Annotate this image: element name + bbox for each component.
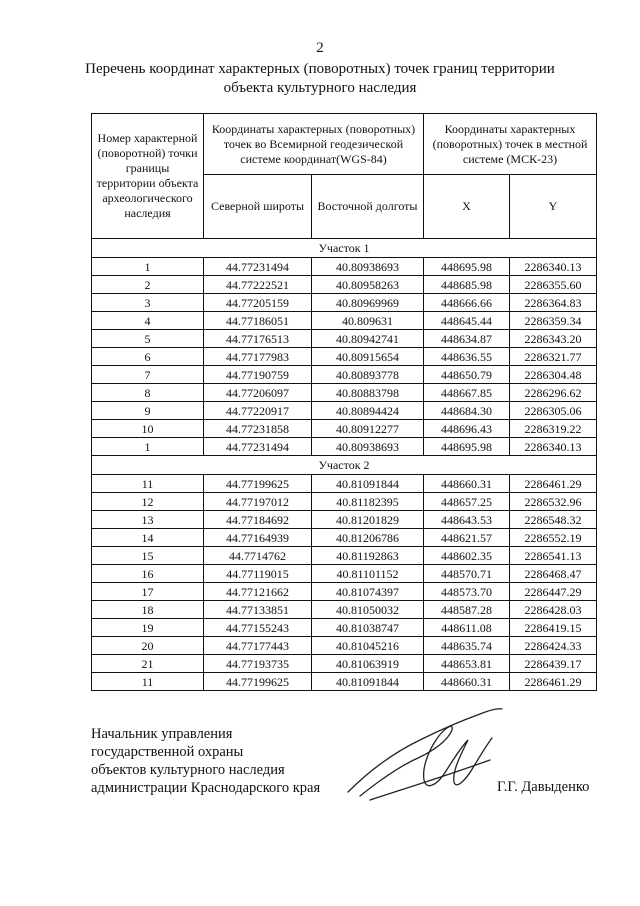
- table-row: [92, 366, 597, 384]
- y-cell: 2286428.03: [510, 601, 597, 619]
- section-row: [92, 239, 597, 258]
- table-row: [92, 655, 597, 673]
- x-cell: 448602.35: [424, 547, 510, 565]
- latitude-cell: 44.77205159: [204, 294, 312, 312]
- table-row: [92, 402, 597, 420]
- x-cell: 448634.87: [424, 330, 510, 348]
- table-row: [92, 348, 597, 366]
- table-row: [92, 565, 597, 583]
- y-cell: 2286340.13: [510, 438, 597, 456]
- longitude-cell: 40.81201829: [312, 511, 424, 529]
- x-cell: 448696.43: [424, 420, 510, 438]
- latitude-cell: 44.77197012: [204, 493, 312, 511]
- longitude-cell: 40.80912277: [312, 420, 424, 438]
- x-cell: 448587.28: [424, 601, 510, 619]
- x-cell: 448653.81: [424, 655, 510, 673]
- latitude-cell: 44.77121662: [204, 583, 312, 601]
- point-number-cell: 6: [92, 348, 204, 366]
- latitude-cell: 44.77155243: [204, 619, 312, 637]
- y-cell: 2286343.20: [510, 330, 597, 348]
- point-number-cell: 16: [92, 565, 204, 583]
- table-row: [92, 475, 597, 493]
- point-number-cell: 12: [92, 493, 204, 511]
- longitude-cell: 40.80894424: [312, 402, 424, 420]
- section-row: [92, 456, 597, 475]
- table-row: [92, 493, 597, 511]
- latitude-cell: 44.77220917: [204, 402, 312, 420]
- point-number-cell: 11: [92, 475, 204, 493]
- point-number-cell: 2: [92, 276, 204, 294]
- header-y: Y: [510, 175, 597, 239]
- x-cell: 448695.98: [424, 258, 510, 276]
- table-row: [92, 294, 597, 312]
- table-row: [92, 529, 597, 547]
- longitude-cell: 40.81101152: [312, 565, 424, 583]
- x-cell: 448645.44: [424, 312, 510, 330]
- longitude-cell: 40.80938693: [312, 438, 424, 456]
- y-cell: 2286439.17: [510, 655, 597, 673]
- y-cell: 2286340.13: [510, 258, 597, 276]
- handwritten-signature: [340, 700, 510, 810]
- section-title: Участок 2: [92, 456, 597, 475]
- latitude-cell: 44.77133851: [204, 601, 312, 619]
- page-number: 2: [316, 40, 324, 56]
- latitude-cell: 44.77190759: [204, 366, 312, 384]
- x-cell: 448621.57: [424, 529, 510, 547]
- latitude-cell: 44.77199625: [204, 475, 312, 493]
- latitude-cell: 44.77231494: [204, 438, 312, 456]
- longitude-cell: 40.81045216: [312, 637, 424, 655]
- table-row: [92, 420, 597, 438]
- y-cell: 2286321.77: [510, 348, 597, 366]
- point-number-cell: 8: [92, 384, 204, 402]
- y-cell: 2286319.22: [510, 420, 597, 438]
- point-number-cell: 17: [92, 583, 204, 601]
- latitude-cell: 44.77231494: [204, 258, 312, 276]
- document-title: [60, 60, 580, 98]
- latitude-cell: 44.77176513: [204, 330, 312, 348]
- latitude-cell: 44.77119015: [204, 565, 312, 583]
- y-cell: 2286424.33: [510, 637, 597, 655]
- position-line-4: администрации Краснодарского края: [91, 780, 321, 796]
- header-north-latitude: Северной широты: [204, 175, 312, 239]
- point-number-cell: 11: [92, 673, 204, 691]
- y-cell: 2286305.06: [510, 402, 597, 420]
- point-number-cell: 1: [92, 258, 204, 276]
- header-local-group: Координаты характерных (поворотных) точек в местной системе (МСК-23): [424, 114, 597, 175]
- header-point-number: Номер характерной (поворотной) точки границы территории объекта археологического наследия: [92, 114, 204, 239]
- y-cell: 2286461.29: [510, 673, 597, 691]
- latitude-cell: 44.77184692: [204, 511, 312, 529]
- x-cell: 448635.74: [424, 637, 510, 655]
- x-cell: 448695.98: [424, 438, 510, 456]
- table-body: [92, 239, 597, 691]
- x-cell: 448666.66: [424, 294, 510, 312]
- table-row: [92, 330, 597, 348]
- latitude-cell: 44.77193735: [204, 655, 312, 673]
- longitude-cell: 40.81206786: [312, 529, 424, 547]
- table-row: [92, 637, 597, 655]
- point-number-cell: 14: [92, 529, 204, 547]
- x-cell: 448684.30: [424, 402, 510, 420]
- position-line-3: объектов культурного наследия: [91, 762, 285, 778]
- x-cell: 448660.31: [424, 475, 510, 493]
- point-number-cell: 13: [92, 511, 204, 529]
- latitude-cell: 44.77186051: [204, 312, 312, 330]
- x-cell: 448573.70: [424, 583, 510, 601]
- signatory-name: Г.Г. Давыденко: [497, 779, 590, 795]
- point-number-cell: 15: [92, 547, 204, 565]
- title-line-1: Перечень координат характерных (поворотных) точек границ территории: [85, 61, 555, 77]
- y-cell: 2286296.62: [510, 384, 597, 402]
- point-number-cell: 1: [92, 438, 204, 456]
- y-cell: 2286419.15: [510, 619, 597, 637]
- y-cell: 2286461.29: [510, 475, 597, 493]
- y-cell: 2286541.13: [510, 547, 597, 565]
- longitude-cell: 40.81074397: [312, 583, 424, 601]
- position-line-1: Начальник управления: [91, 726, 233, 742]
- y-cell: 2286548.32: [510, 511, 597, 529]
- point-number-cell: 18: [92, 601, 204, 619]
- table-row: [92, 276, 597, 294]
- longitude-cell: 40.81192863: [312, 547, 424, 565]
- table-row: [92, 619, 597, 637]
- x-cell: 448667.85: [424, 384, 510, 402]
- point-number-cell: 19: [92, 619, 204, 637]
- y-cell: 2286364.83: [510, 294, 597, 312]
- header-wgs-group: Координаты характерных (поворотных) точек во Всемирной геодезической системе координат(WGS-84): [204, 114, 424, 175]
- table-row: [92, 258, 597, 276]
- latitude-cell: 44.77222521: [204, 276, 312, 294]
- y-cell: 2286359.34: [510, 312, 597, 330]
- x-cell: 448660.31: [424, 673, 510, 691]
- longitude-cell: 40.81050032: [312, 601, 424, 619]
- header-x: X: [424, 175, 510, 239]
- x-cell: 448570.71: [424, 565, 510, 583]
- signatory-position: [91, 725, 320, 797]
- table-row: [92, 438, 597, 456]
- x-cell: 448685.98: [424, 276, 510, 294]
- coordinates-table: [91, 113, 597, 691]
- latitude-cell: 44.77206097: [204, 384, 312, 402]
- table-row: [92, 547, 597, 565]
- latitude-cell: 44.77177983: [204, 348, 312, 366]
- y-cell: 2286552.19: [510, 529, 597, 547]
- table-row: [92, 601, 597, 619]
- x-cell: 448657.25: [424, 493, 510, 511]
- longitude-cell: 40.80883798: [312, 384, 424, 402]
- x-cell: 448643.53: [424, 511, 510, 529]
- y-cell: 2286447.29: [510, 583, 597, 601]
- table-row: [92, 312, 597, 330]
- point-number-cell: 20: [92, 637, 204, 655]
- x-cell: 448650.79: [424, 366, 510, 384]
- longitude-cell: 40.80938693: [312, 258, 424, 276]
- point-number-cell: 9: [92, 402, 204, 420]
- longitude-cell: 40.81091844: [312, 673, 424, 691]
- longitude-cell: 40.80969969: [312, 294, 424, 312]
- y-cell: 2286532.96: [510, 493, 597, 511]
- point-number-cell: 5: [92, 330, 204, 348]
- longitude-cell: 40.80893778: [312, 366, 424, 384]
- longitude-cell: 40.81038747: [312, 619, 424, 637]
- table-row: [92, 384, 597, 402]
- table-row: [92, 673, 597, 691]
- x-cell: 448636.55: [424, 348, 510, 366]
- latitude-cell: 44.77231858: [204, 420, 312, 438]
- point-number-cell: 10: [92, 420, 204, 438]
- point-number-cell: 4: [92, 312, 204, 330]
- x-cell: 448611.08: [424, 619, 510, 637]
- longitude-cell: 40.81091844: [312, 475, 424, 493]
- latitude-cell: 44.77199625: [204, 673, 312, 691]
- table-row: [92, 583, 597, 601]
- longitude-cell: 40.81063919: [312, 655, 424, 673]
- y-cell: 2286304.48: [510, 366, 597, 384]
- header-east-longitude: Восточной долготы: [312, 175, 424, 239]
- point-number-cell: 21: [92, 655, 204, 673]
- table-row: [92, 511, 597, 529]
- title-line-2: объекта культурного наследия: [223, 80, 417, 96]
- latitude-cell: 44.77177443: [204, 637, 312, 655]
- longitude-cell: 40.809631: [312, 312, 424, 330]
- point-number-cell: 3: [92, 294, 204, 312]
- y-cell: 2286468.47: [510, 565, 597, 583]
- section-title: Участок 1: [92, 239, 597, 258]
- latitude-cell: 44.77164939: [204, 529, 312, 547]
- point-number-cell: 7: [92, 366, 204, 384]
- y-cell: 2286355.60: [510, 276, 597, 294]
- longitude-cell: 40.80942741: [312, 330, 424, 348]
- longitude-cell: 40.80958263: [312, 276, 424, 294]
- position-line-2: государственной охраны: [91, 744, 244, 760]
- longitude-cell: 40.80915654: [312, 348, 424, 366]
- latitude-cell: 44.7714762: [204, 547, 312, 565]
- longitude-cell: 40.81182395: [312, 493, 424, 511]
